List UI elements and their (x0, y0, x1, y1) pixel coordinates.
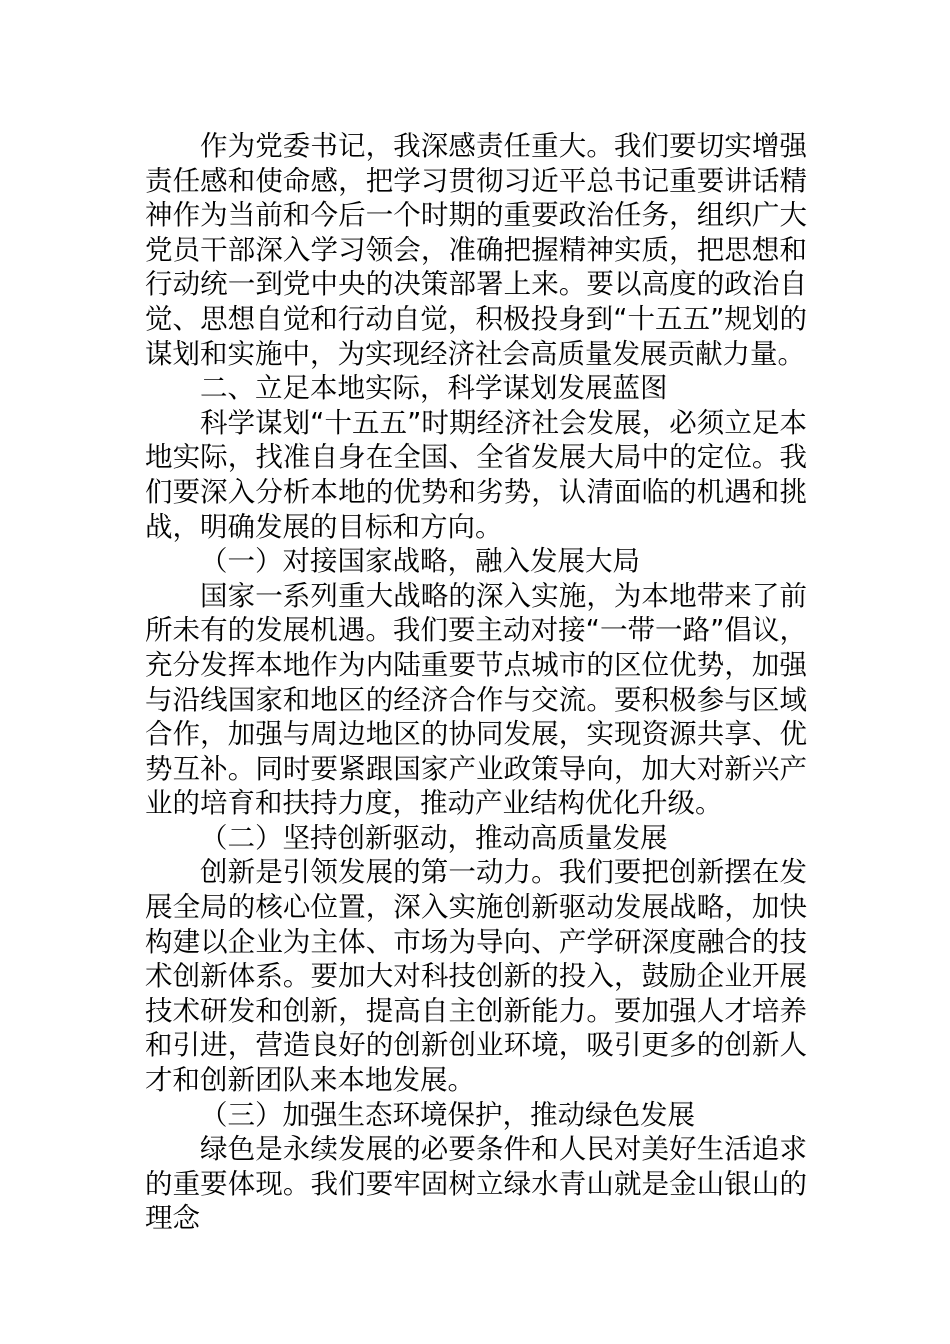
document-page (145, 129, 807, 1236)
subheading-green-development: （三）加强生态环境保护，推动绿色发展 (200, 1098, 695, 1131)
paragraph-innovation-driven: 创新是引领发展的第一动力。我们要把创新摆在发展全局的核心位置，深入实施创新驱动发展战略，加快构建以企业为主体、市场为导向、产学研深度融合的技术创新体系。要加大对科技创新的投入，鼓励企业开展技术研发和创新，提高自主创新能力。要加强人才培养和引进，营造良好的创新创业环境，吸引更多的创新人才和创新团队来本地发展。 (145, 856, 807, 1097)
subheading-innovation-driven: （二）坚持创新驱动，推动高质量发展 (200, 821, 668, 854)
subheading-national-strategy: （一）对接国家战略，融入发展大局 (200, 545, 640, 578)
paragraph-national-strategy: 国家一系列重大战略的深入实施，为本地带来了前所未有的发展机遇。我们要主动对接“一带一路”倡议，充分发挥本地作为内陆重要节点城市的区位优势，加强与沿线国家和地区的经济合作与交流。要积极参与区域合作，加强与周边地区的协同发展，实现资源共享、优势互补。同时要紧跟国家产业政策导向，加大对新兴产业的培育和扶持力度，推动产业结构优化升级。 (145, 579, 807, 820)
paragraph-party-secretary-responsibility: 作为党委书记，我深感责任重大。我们要切实增强责任感和使命感，把学习贯彻习近平总书记重要讲话精神作为当前和今后一个时期的重要政治任务，组织广大党员干部深入学习领会，准确把握精神实质，把思想和行动统一到党中央的决策部署上来。要以高度的政治自觉、思想自觉和行动自觉，积极投身到“十五五”规划的谋划和实施中，为实现经济社会高质量发展贡献力量。 (145, 130, 807, 370)
paragraph-green-development: 绿色是永续发展的必要条件和人民对美好生活追求的重要体现。我们要牢固树立绿水青山就是金山银山的理念 (145, 1133, 807, 1235)
paragraph-scientific-planning: 科学谋划“十五五”时期经济社会发展，必须立足本地实际，找准自身在全国、全省发展大局中的定位。我们要深入分析本地的优势和劣势，认清面临的机遇和挑战，明确发展的目标和方向。 (145, 406, 807, 543)
section-heading-two: 二、立足本地实际，科学谋划发展蓝图 (200, 372, 668, 405)
